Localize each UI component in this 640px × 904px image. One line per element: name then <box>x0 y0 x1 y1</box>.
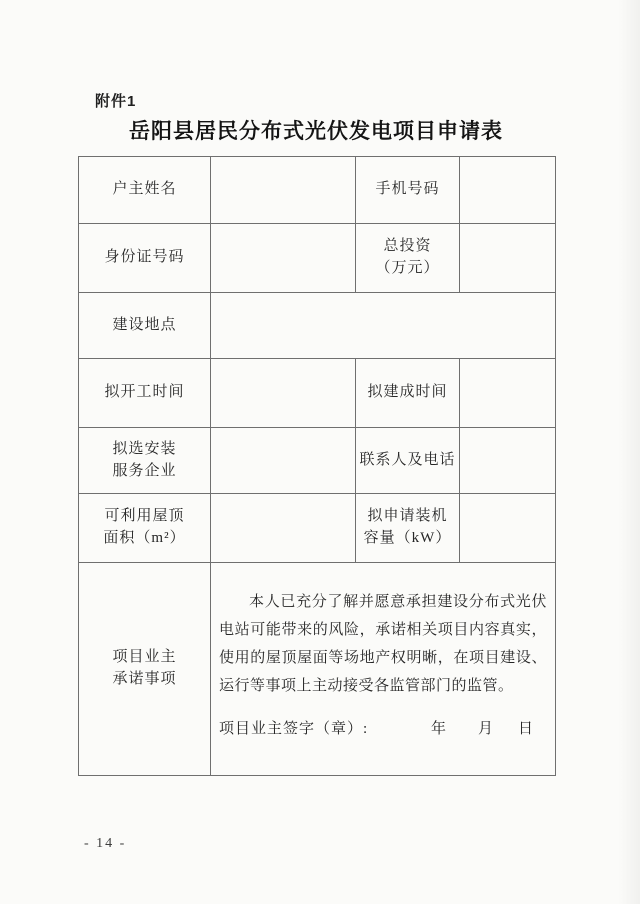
investment-value-cell <box>460 224 556 293</box>
page-title: 岳阳县居民分布式光伏发电项目申请表 <box>129 120 503 143</box>
commitment-label-line2: 承诺事项 <box>112 671 177 687</box>
table-row <box>79 157 556 224</box>
location-label-cell: 建设地点 <box>79 293 211 359</box>
table-row <box>79 224 556 293</box>
table-row <box>79 293 556 359</box>
table-row <box>79 494 556 563</box>
householder-name-value-cell <box>211 157 356 224</box>
contact-value-cell <box>460 428 556 494</box>
installer-label-cell <box>79 428 211 494</box>
installer-value-cell <box>211 428 356 494</box>
mobile-label-cell: 手机号码 <box>356 157 460 224</box>
roof-area-label-line1: 可利用屋顶 <box>104 508 185 525</box>
id-number-label-cell: 身份证号码 <box>79 224 211 293</box>
table-row <box>79 428 556 494</box>
commitment-label-line1: 项目业主 <box>112 649 177 666</box>
page-number: - 14 - <box>84 836 127 851</box>
commitment-body-text: 本人已充分了解并愿意承担建设分布式光伏电站可能带来的风险，承诺相关项目内容真实，使用的屋顶屋面等场地产权明晰，在项目建设、运行等事项上主动接受各监管部门的监管。 <box>219 594 547 694</box>
table-row <box>79 359 556 428</box>
signature-label: 项目业主签字（章）: <box>219 721 369 737</box>
investment-label-line1: 总投资 <box>383 238 432 255</box>
attachment-label: 附件1 <box>95 93 137 110</box>
capacity-label-cell <box>356 494 460 563</box>
householder-name-label-cell: 户主姓名 <box>79 157 211 224</box>
investment-label-cell <box>356 224 460 293</box>
application-form-table <box>78 156 556 776</box>
complete-time-label-cell: 拟建成时间 <box>356 359 460 428</box>
start-time-value-cell <box>211 359 356 428</box>
id-number-value-cell <box>211 224 356 293</box>
mobile-value-cell <box>460 157 556 224</box>
date-year-label: 年 <box>430 721 447 737</box>
contact-label-cell: 联系人及电话 <box>356 428 460 494</box>
start-time-label-cell: 拟开工时间 <box>79 359 211 428</box>
signature-date-fields <box>431 715 547 743</box>
signature-line <box>219 715 547 743</box>
date-day-label: 日 <box>517 721 534 737</box>
capacity-value-cell <box>460 494 556 563</box>
commitment-label-cell <box>79 563 211 776</box>
roof-area-value-cell <box>211 494 356 563</box>
location-value-cell <box>211 293 556 359</box>
roof-area-label-line2: 面积（m²） <box>103 530 186 546</box>
roof-area-label-cell <box>79 494 211 563</box>
installer-label-line2: 服务企业 <box>112 462 177 479</box>
capacity-label-line1: 拟申请装机 <box>367 508 448 525</box>
installer-label-line1: 拟选安装 <box>112 440 177 457</box>
complete-time-value-cell <box>460 359 556 428</box>
investment-label-line2: （万元） <box>375 260 440 276</box>
date-month-label: 月 <box>477 721 494 737</box>
commitment-content-cell <box>211 563 556 776</box>
table-row <box>79 563 556 776</box>
capacity-label-line2: 容量（kW） <box>363 530 452 546</box>
